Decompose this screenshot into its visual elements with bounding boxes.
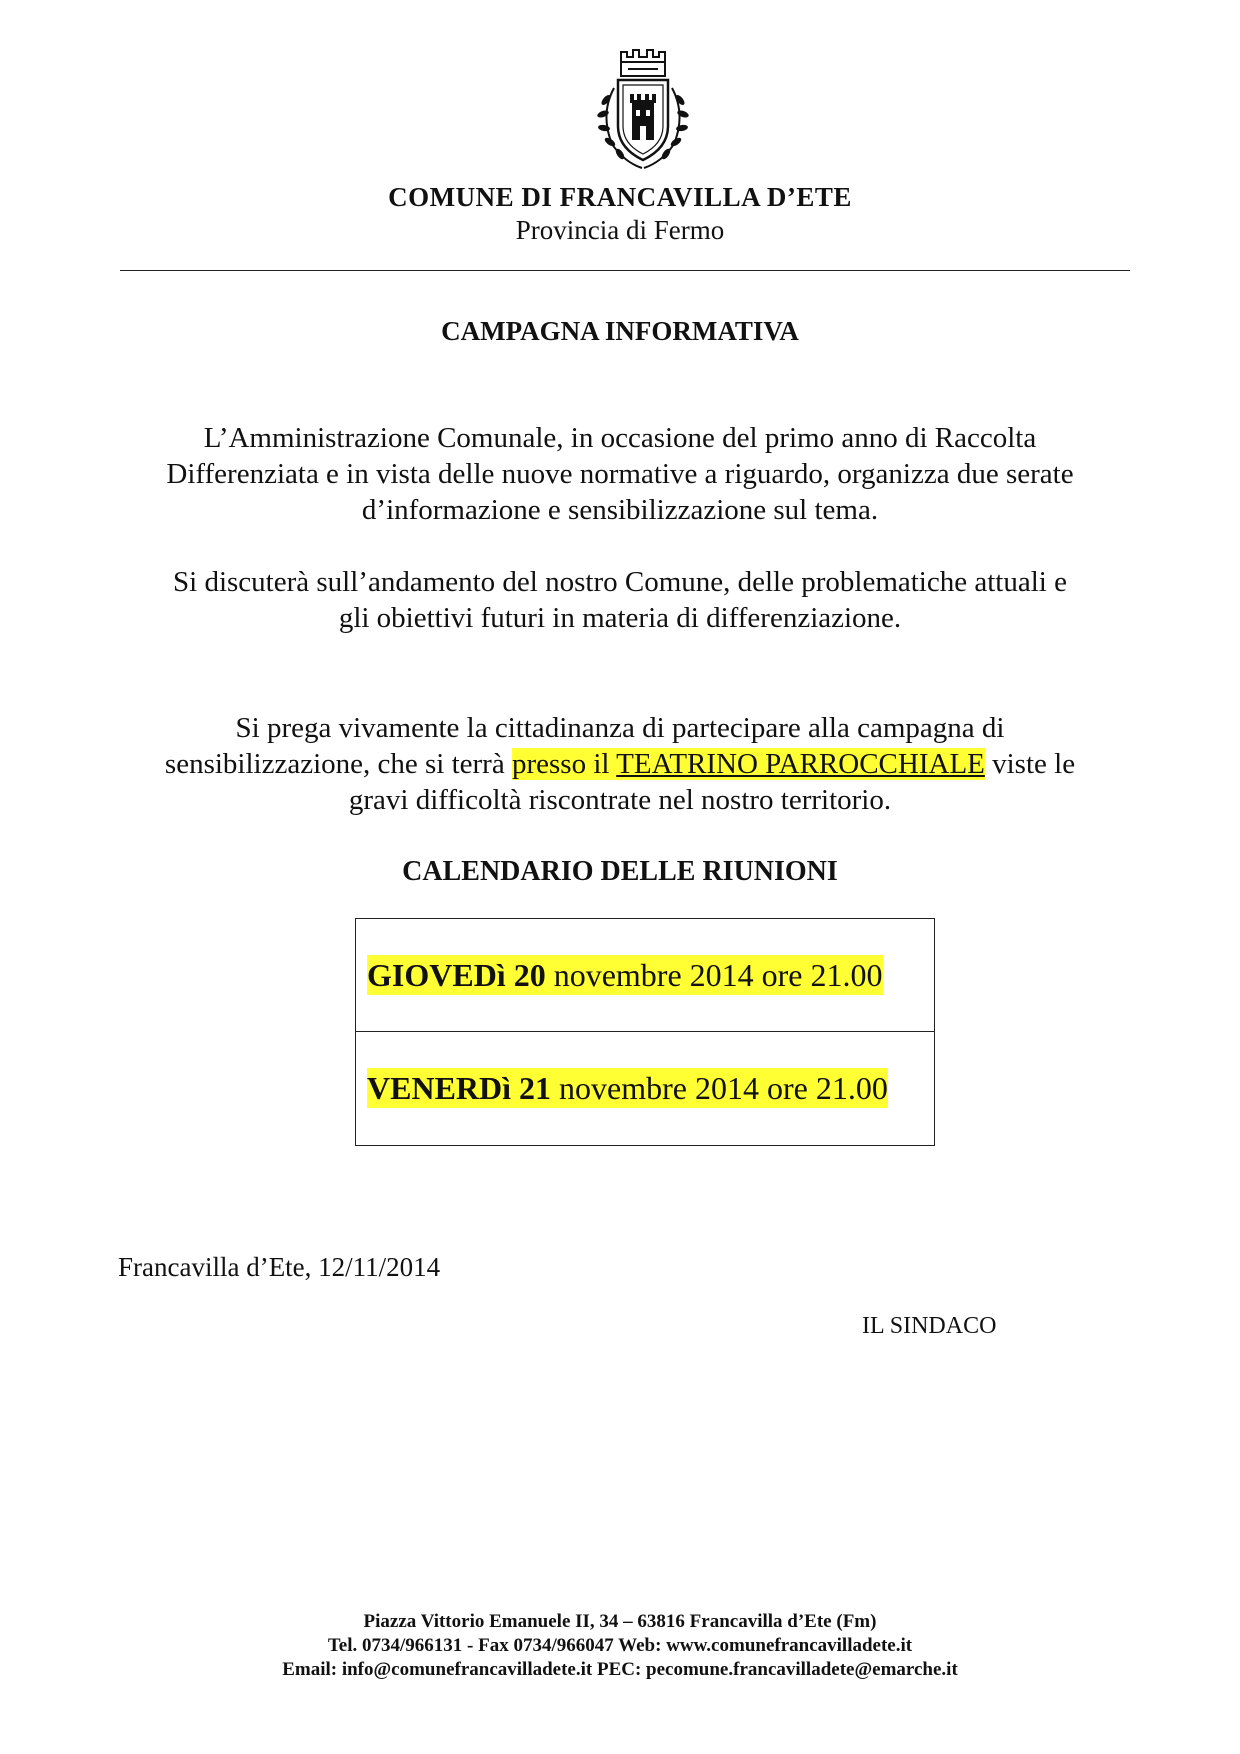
municipal-crest xyxy=(578,44,708,174)
intro-line-2: Differenziata e in vista delle nuove normative a riguardo, organizza due serate xyxy=(166,458,1074,490)
invitation-line-3: gravi difficoltà riscontrate nel nostro territorio. xyxy=(348,784,892,816)
footer-emails: Email: info@comunefrancavilladete.it PEC: pecomune.francavilladete@emarche.it xyxy=(282,1659,958,1680)
header-divider xyxy=(120,270,1130,271)
calendar-time-1: novembre 2014 ore 21.00 xyxy=(545,957,883,993)
crest-icon xyxy=(578,44,708,174)
calendar-row xyxy=(356,1032,934,1145)
document-title: CAMPAGNA INFORMATIVA xyxy=(441,316,799,346)
calendar-table xyxy=(355,918,935,1146)
invitation-paragraph xyxy=(0,710,1240,818)
invitation-line-2 xyxy=(0,746,1240,782)
venue-prefix: presso il xyxy=(511,748,617,780)
calendar-row xyxy=(356,919,934,1032)
venue-name: TEATRINO PARROCCHIALE xyxy=(616,748,985,780)
discussion-paragraph xyxy=(0,564,1240,636)
calendar-day-2: VENERDì 21 xyxy=(367,1070,552,1106)
calendar-entry-1 xyxy=(367,955,883,995)
org-name: COMUNE DI FRANCAVILLA D’ETE xyxy=(388,182,852,212)
invitation-line-2-pre: sensibilizzazione, che si terrà xyxy=(164,748,512,780)
calendar-time-2: novembre 2014 ore 21.00 xyxy=(551,1070,888,1106)
invitation-line-2-post: viste le xyxy=(984,748,1076,780)
signature-title: IL SINDACO xyxy=(862,1313,997,1339)
province-name: Provincia di Fermo xyxy=(515,215,725,245)
footer-address: Piazza Vittorio Emanuele II, 34 – 63816 Francavilla d’Ete (Fm) xyxy=(363,1611,877,1632)
place-date: Francavilla d’Ete, 12/11/2014 xyxy=(118,1252,441,1282)
intro-line-3: d’informazione e sensibilizzazione sul tema. xyxy=(361,494,879,526)
calendar-entry-2 xyxy=(367,1068,888,1108)
discussion-line-2: gli obiettivi futuri in materia di differenziazione. xyxy=(338,602,902,634)
invitation-line-1: Si prega vivamente la cittadinanza di partecipare alla campagna di xyxy=(235,712,1005,744)
footer-contacts: Tel. 0734/966131 - Fax 0734/966047 Web: www.comunefrancavilladete.it xyxy=(327,1635,913,1656)
discussion-line-1: Si discuterà sull’andamento del nostro Comune, delle problematiche attuali e xyxy=(173,566,1067,598)
intro-line-1: L’Amministrazione Comunale, in occasione del primo anno di Raccolta xyxy=(203,422,1037,454)
venue-highlight xyxy=(512,748,985,780)
calendar-title: CALENDARIO DELLE RIUNIONI xyxy=(402,856,838,887)
intro-paragraph xyxy=(0,420,1240,528)
calendar-day-1: GIOVEDì 20 xyxy=(367,957,546,993)
